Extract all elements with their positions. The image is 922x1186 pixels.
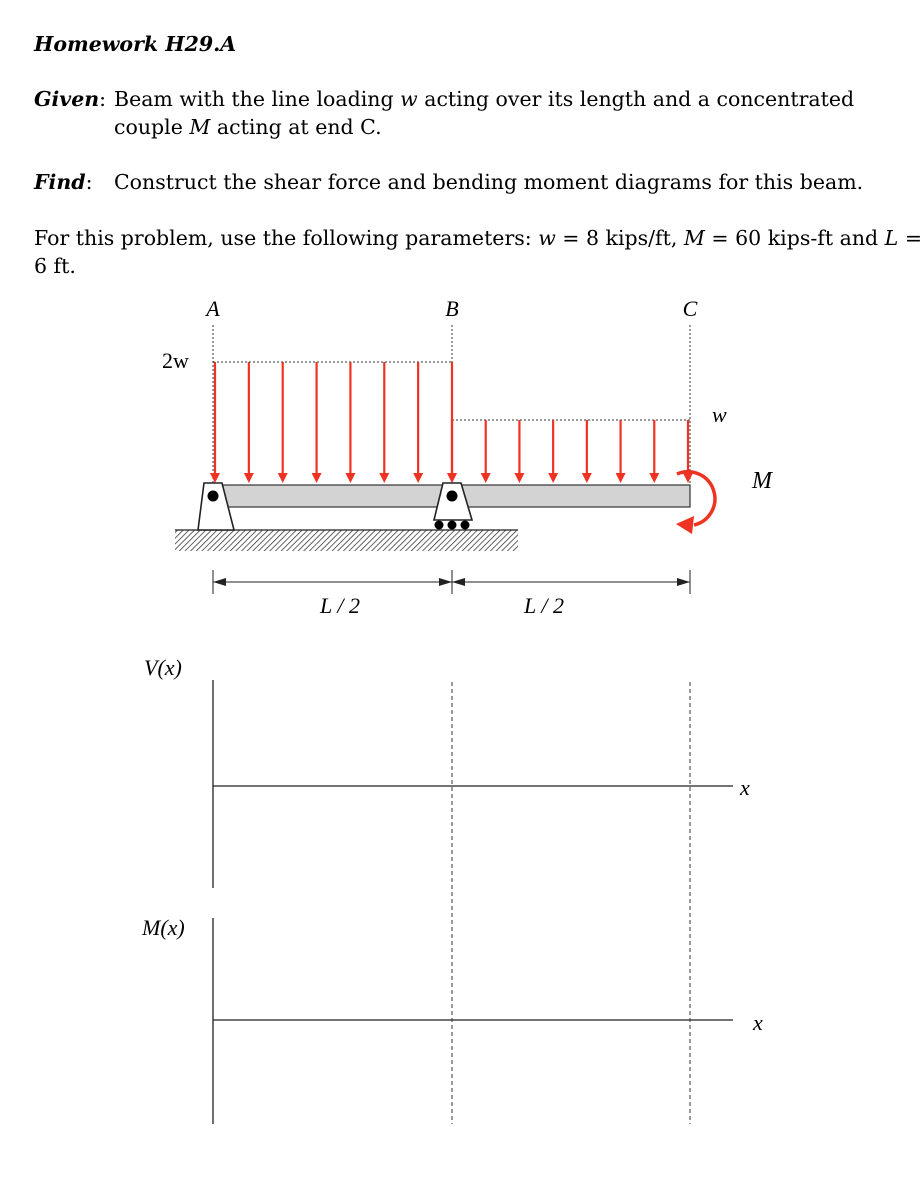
load-arrow-left-head bbox=[413, 473, 423, 483]
load-arrow-right-head bbox=[582, 473, 592, 483]
distributed-load-left bbox=[210, 362, 457, 483]
dim-left-label: L / 2 bbox=[320, 593, 360, 618]
moment-axis-label: M(x) bbox=[142, 915, 185, 940]
load-right-label: w bbox=[712, 402, 727, 427]
load-arrow-right-head bbox=[481, 473, 491, 483]
moment-label: M bbox=[752, 468, 772, 494]
load-arrow-left-head bbox=[345, 473, 355, 483]
roller-wheel-3 bbox=[461, 521, 470, 530]
load-arrow-left-head bbox=[210, 473, 220, 483]
given-line-1-a: Beam with the line loading bbox=[114, 87, 401, 111]
params-w-var: w bbox=[538, 226, 556, 250]
find-label: Find bbox=[34, 170, 86, 194]
couple-arrowhead bbox=[676, 516, 694, 534]
params-l-var: L bbox=[884, 226, 899, 250]
pin-b bbox=[447, 491, 458, 502]
load-left-label: 2w bbox=[162, 348, 189, 373]
point-a-label: A bbox=[206, 296, 220, 321]
distributed-load-right bbox=[447, 420, 693, 483]
params-a: For this problem, use the following parameters: bbox=[34, 226, 539, 250]
page-title: Homework H29.A bbox=[34, 32, 237, 56]
load-arrow-left-head bbox=[379, 473, 389, 483]
params-m-var: M bbox=[683, 226, 705, 250]
load-arrow-right-head bbox=[548, 473, 558, 483]
dim-arrow-4 bbox=[677, 578, 690, 586]
find-text: Construct the shear force and bending moment diagrams for this beam. bbox=[114, 170, 864, 194]
given-line-1-b: acting over its length and a concentrated bbox=[417, 87, 855, 111]
load-arrow-right-head bbox=[649, 473, 659, 483]
load-arrow-right-head bbox=[447, 473, 457, 483]
point-b-label: B bbox=[445, 296, 459, 321]
roller-wheel-1 bbox=[435, 521, 444, 530]
moment-x-label: x bbox=[753, 1010, 763, 1035]
load-arrow-right-head bbox=[514, 473, 524, 483]
dim-arrow-2 bbox=[439, 578, 452, 586]
dim-arrow-1 bbox=[213, 578, 226, 586]
given-label: Given bbox=[34, 87, 100, 111]
given-line-2-a: couple bbox=[114, 115, 190, 139]
load-arrow-right-head bbox=[616, 473, 626, 483]
find-colon: : bbox=[85, 170, 93, 194]
given-line-2-b: acting at end C. bbox=[210, 115, 382, 139]
dim-arrow-3 bbox=[452, 578, 465, 586]
load-arrow-left-head bbox=[312, 473, 322, 483]
shear-x-label: x bbox=[740, 775, 750, 800]
params-w-val: = 8 kips/ft, bbox=[555, 226, 684, 250]
given-var-m: M bbox=[189, 115, 211, 139]
pin-a bbox=[208, 491, 219, 502]
params-m-val: = 60 kips-ft and bbox=[704, 226, 885, 250]
ground-hatch bbox=[175, 530, 518, 551]
params-l-eq: = bbox=[898, 226, 922, 250]
dim-right-label: L / 2 bbox=[524, 593, 564, 618]
roller-wheel-2 bbox=[448, 521, 457, 530]
load-arrow-left-head bbox=[278, 473, 288, 483]
point-c-label: C bbox=[682, 296, 698, 321]
shear-axis-label: V(x) bbox=[144, 655, 182, 680]
given-var-w: w bbox=[400, 87, 418, 111]
given-colon: : bbox=[99, 87, 107, 111]
params-line-2: 6 ft. bbox=[34, 254, 76, 278]
load-arrow-left-head bbox=[244, 473, 254, 483]
load-arrow-right-head bbox=[683, 473, 693, 483]
